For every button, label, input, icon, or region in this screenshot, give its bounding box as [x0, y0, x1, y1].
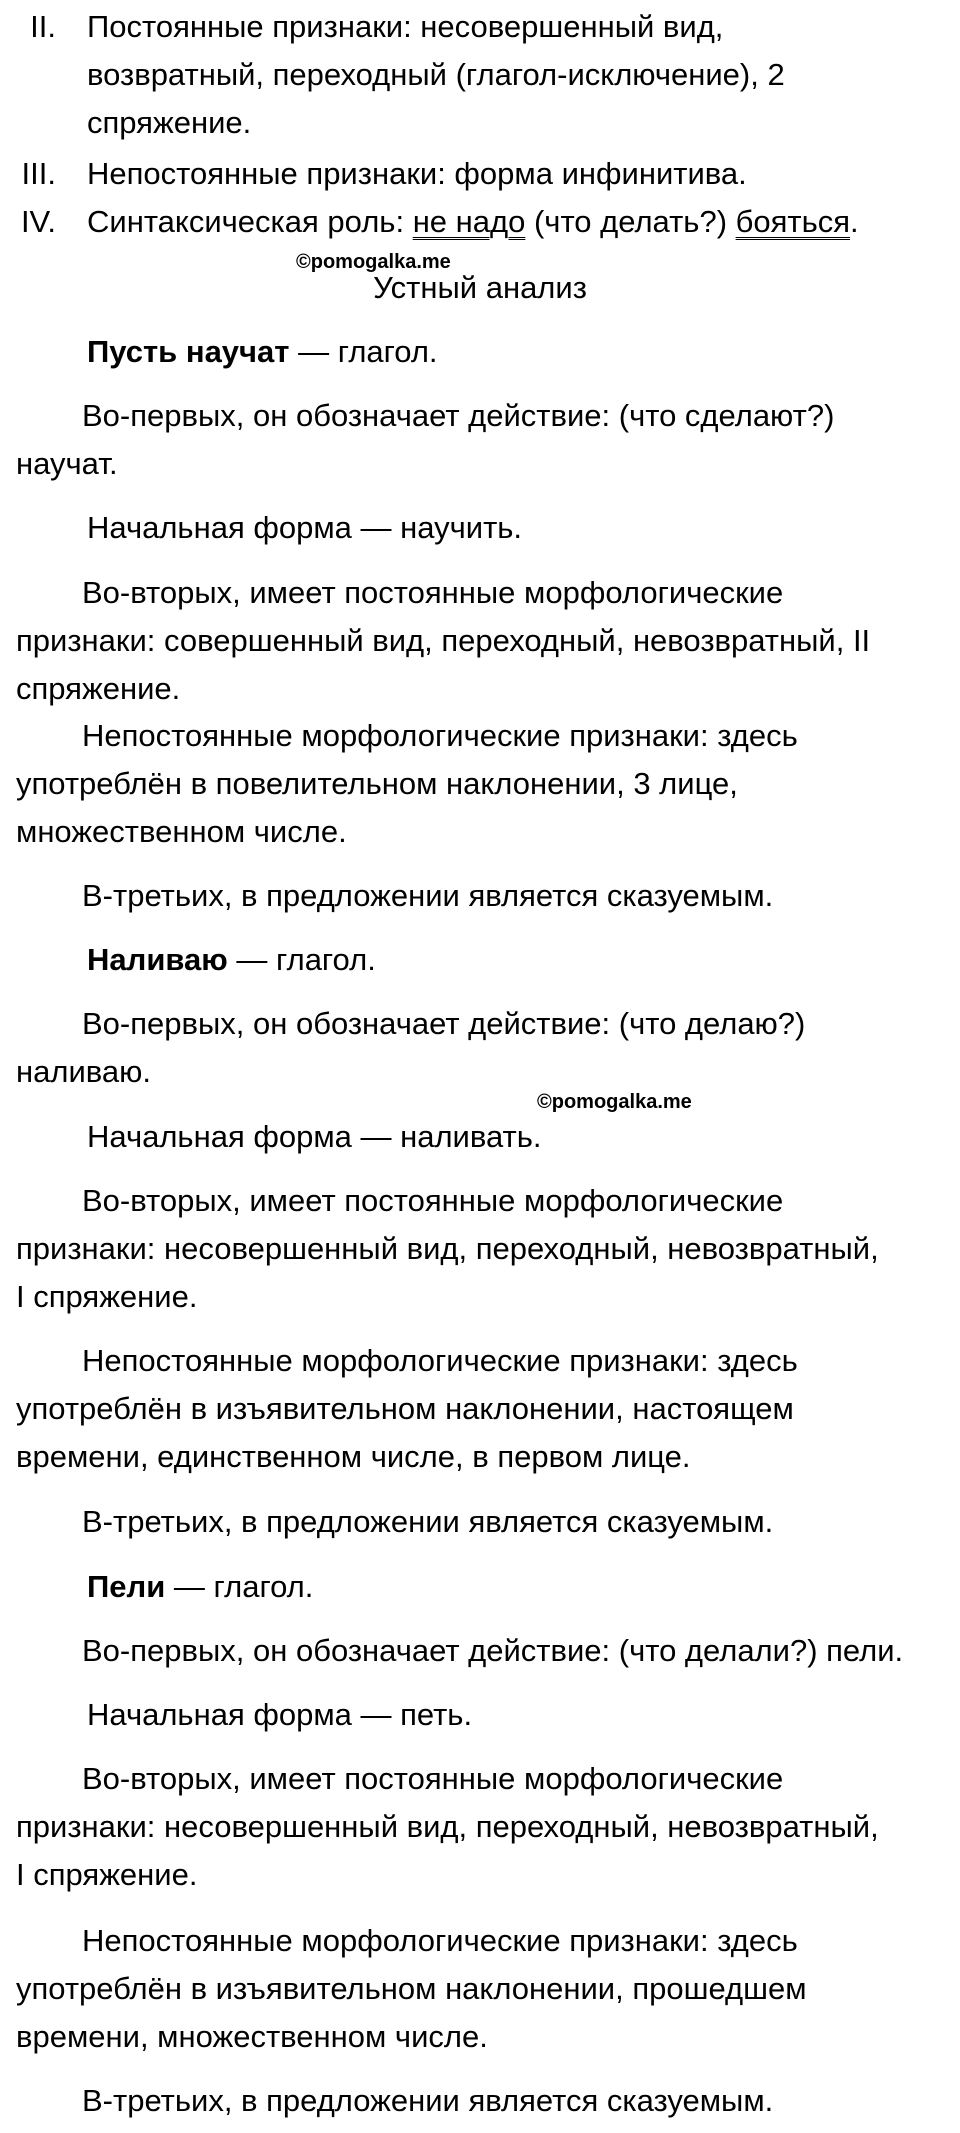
part-of-speech: — глагол.	[289, 334, 438, 369]
watermark: ©pomogalka.me	[537, 1091, 692, 1113]
third-point: В-третьих, в предложении является сказуемым.	[82, 2083, 774, 2118]
question-text: (что делать?)	[525, 204, 736, 239]
part-of-speech: — глагол.	[165, 1569, 314, 1604]
initial-form: Начальная форма — наливать.	[87, 1119, 542, 1154]
predicate-underlined: бояться	[735, 204, 851, 239]
analyzed-word: Наливаю	[87, 942, 228, 977]
first-point: Во-первых, он обозначает действие: (что сделают?) научат.	[16, 398, 835, 481]
second-point: Во-вторых, имеет постоянные морфологические признаки: несовершенный вид, переходный, невозвратный, I спряжение.	[16, 1761, 879, 1892]
sentence-end: .	[850, 204, 859, 239]
second-point: Во-вторых, имеет постоянные морфологические признаки: совершенный вид, переходный, невозвратный, II спряжение.	[16, 575, 871, 706]
watermark: ©pomogalka.me	[296, 251, 451, 273]
analyzed-word: Пели	[87, 1569, 166, 1604]
list-numeral: III.	[21, 156, 56, 191]
part-of-speech: — глагол.	[227, 942, 376, 977]
second-point: Во-вторых, имеет постоянные морфологические признаки: несовершенный вид, переходный, невозвратный, I спряжение.	[16, 1183, 879, 1314]
list-item-text: Непостоянные признаки: форма инфинитива.	[87, 156, 747, 191]
variable-features: Непостоянные морфологические признаки: здесь употреблён в изъявительном наклонении, настоящем времени, единственном числе, в первом лице.	[16, 1343, 798, 1474]
initial-form: Начальная форма — петь.	[87, 1697, 473, 1732]
syntactic-role-label: Синтаксическая роль:	[87, 204, 413, 239]
third-point: В-третьих, в предложении является сказуемым.	[82, 1504, 774, 1539]
adverbial-underlined: не надо	[412, 204, 526, 239]
analysis-title	[16, 936, 946, 984]
third-point: В-третьих, в предложении является сказуемым.	[82, 878, 774, 913]
list-numeral: IV.	[20, 204, 56, 239]
list-item-text: Постоянные признаки: несовершенный вид, возвратный, переходный (глагол-исключение), 2 спряжение.	[87, 9, 785, 140]
first-point: Во-первых, он обозначает действие: (что делаю?) наливаю.	[16, 1006, 806, 1089]
section-heading: Устный анализ	[373, 270, 587, 305]
initial-form: Начальная форма — научить.	[87, 510, 523, 545]
variable-features: Непостоянные морфологические признаки: здесь употреблён в повелительном наклонении, 3 лице, множественном числе.	[16, 718, 798, 849]
list-numeral: II.	[30, 9, 56, 44]
syntactic-role-line	[87, 198, 946, 246]
first-point: Во-первых, он обозначает действие: (что делали?) пели.	[82, 1633, 904, 1668]
analyzed-word: Пусть научат	[87, 334, 290, 369]
analysis-title	[16, 1563, 946, 1611]
variable-features: Непостоянные морфологические признаки: здесь употреблён в изъявительном наклонении, прошедшем времени, множественном числе.	[16, 1923, 807, 2054]
analysis-title	[16, 328, 946, 376]
